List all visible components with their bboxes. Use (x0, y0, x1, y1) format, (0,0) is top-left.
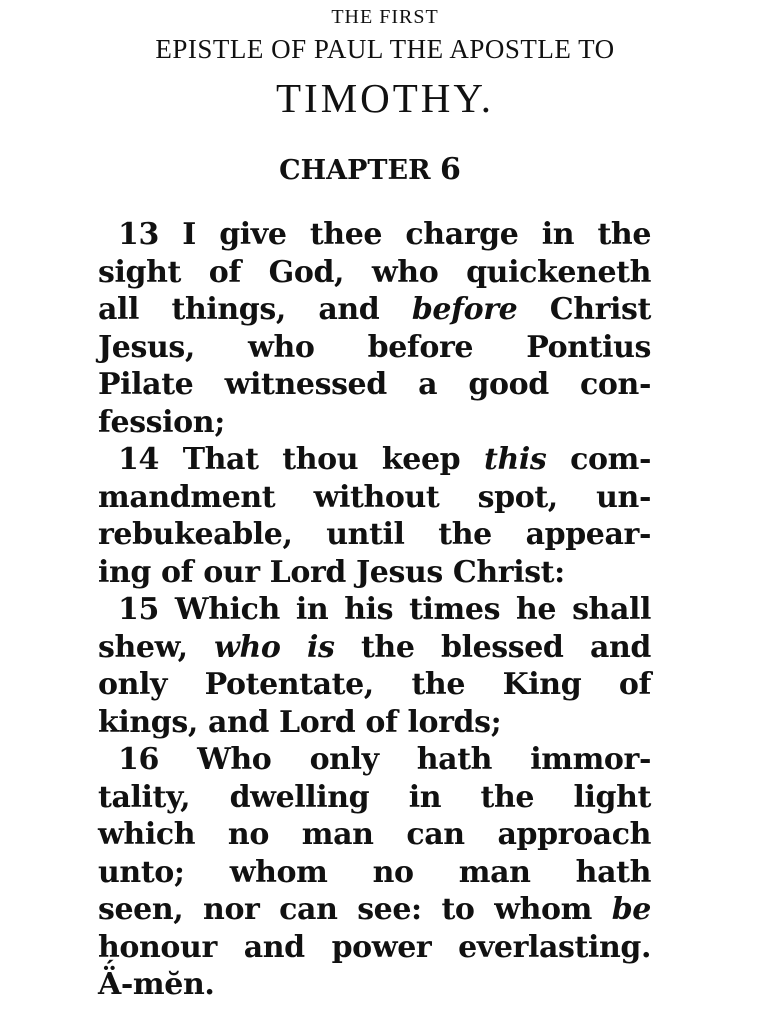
verse-text: That thou keep (182, 442, 485, 477)
verse-text: the blessed and (334, 629, 652, 665)
verse-line (98, 741, 651, 779)
chapter-label: CHAPTER (279, 155, 431, 186)
verse-number: 16 (118, 742, 159, 777)
verse-line (98, 629, 651, 667)
verse-text: Ä́-mĕn. (98, 967, 215, 1002)
book-kicker: THE FIRST (331, 6, 439, 28)
verse-line (98, 929, 651, 967)
epistle-title: EPISTLE OF PAUL THE APOSTLE TO (155, 34, 615, 64)
verse-text: Pilate witnessed a good con- (98, 367, 651, 402)
verse-text: kings, and Lord of lords; (98, 704, 502, 740)
italic-word: be (611, 892, 651, 927)
verse-text: seen, nor can see: to whom (98, 892, 612, 927)
italic-word: who is (214, 629, 335, 665)
italic-word: before (411, 292, 518, 327)
book-title: TIMOTHY. (276, 75, 494, 121)
chapter-heading (0, 152, 740, 187)
verse-line (98, 479, 651, 517)
verse-text: Jesus, who before Pontius (98, 329, 651, 365)
verse-text: honour and power everlasting. (98, 929, 651, 965)
verse-text: rebukeable, until the appear- (98, 517, 651, 552)
chapter-number: 6 (439, 152, 461, 187)
verse-line (98, 554, 651, 592)
verse-text: all things, and (98, 292, 412, 327)
verse-line (98, 591, 651, 629)
verse-line (98, 891, 651, 929)
verse-text: only Potentate, the King of (98, 667, 651, 702)
verse-text: unto; whom no man hath (98, 854, 651, 890)
verse-text: Christ (517, 292, 651, 327)
verse-text: fession; (98, 404, 225, 440)
verse-line (98, 704, 651, 742)
verse-text: shew, (98, 629, 215, 665)
verse-line (98, 966, 651, 1004)
verse-line (98, 666, 651, 704)
verse-text: Who only hath immor- (197, 742, 651, 777)
verse-text-block (98, 216, 651, 1004)
verse-number: 15 (118, 592, 159, 627)
verse-line (98, 216, 651, 254)
verse-text: tality, dwelling in the light (98, 779, 651, 815)
verse-line (98, 441, 651, 479)
verse-line (98, 779, 651, 817)
verse-text: Which in his times he shall (174, 592, 652, 627)
verse-text: sight of God, who quickeneth (98, 254, 651, 290)
verse-line (98, 516, 651, 554)
verse-text: mandment without spot, un- (98, 479, 651, 515)
verse-text: com- (546, 442, 651, 477)
italic-word: this (484, 442, 547, 477)
verse-line (98, 404, 651, 442)
verse-line (98, 854, 651, 892)
verse-line (98, 254, 651, 292)
verse-text: which no man can approach (98, 817, 651, 852)
verse-text: ing of our Lord Jesus Christ: (98, 554, 565, 590)
verse-line (98, 329, 651, 367)
verse-number: 13 (118, 217, 159, 252)
verse-line (98, 816, 651, 854)
verse-number: 14 (118, 442, 159, 477)
verse-line (98, 366, 651, 404)
verse-line (98, 291, 651, 329)
verse-text: I give thee charge in the (182, 217, 652, 252)
